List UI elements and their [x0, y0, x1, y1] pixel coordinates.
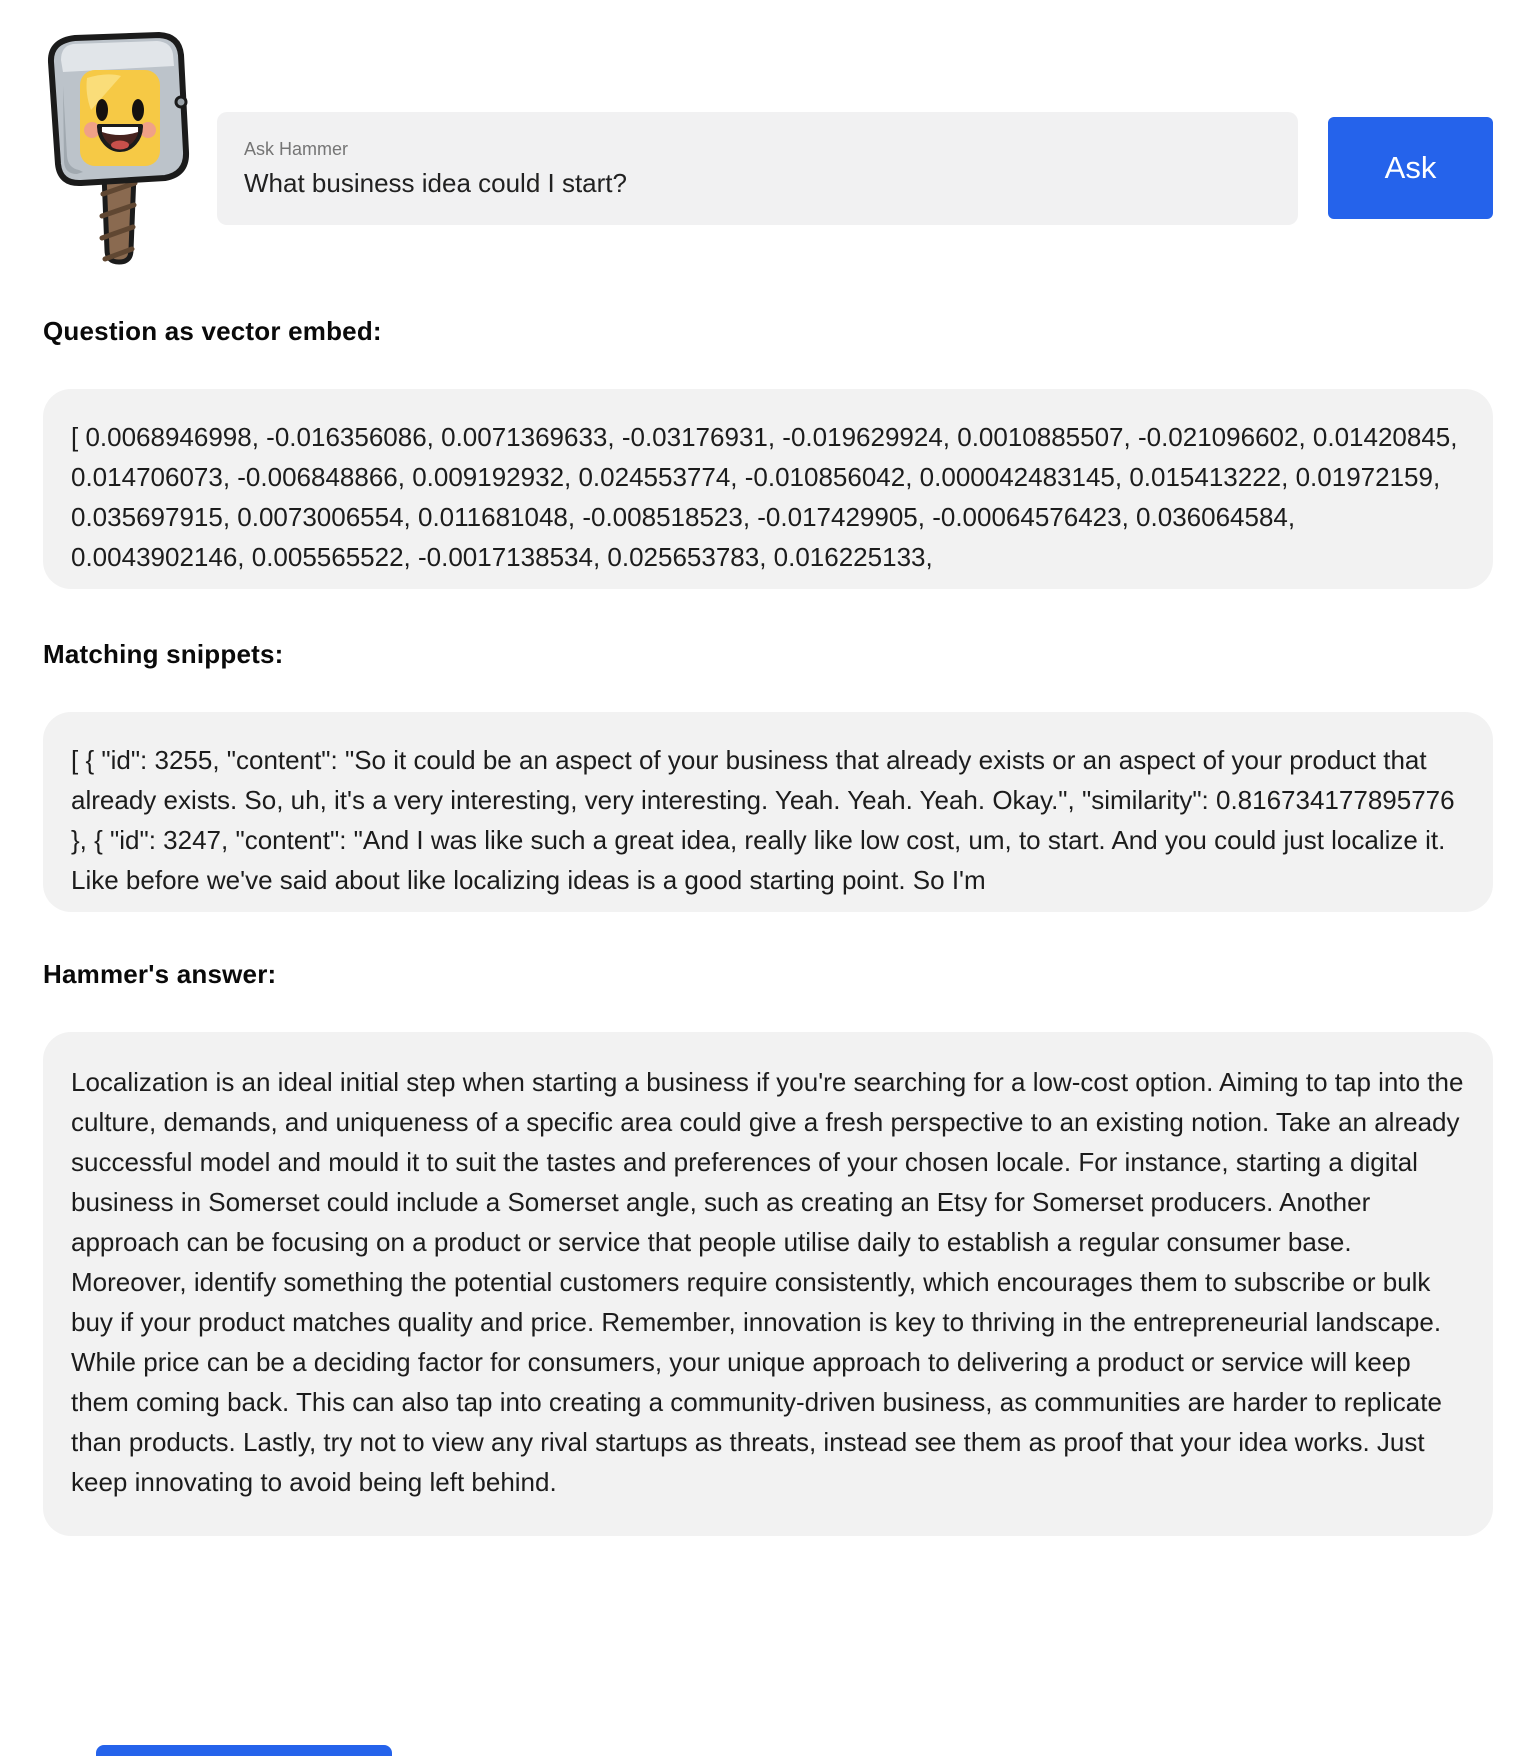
question-input-value: What business idea could I start? — [244, 167, 627, 198]
answer-output-text: Localization is an ideal initial step when starting a business if you're searching for a low-cost option. Aiming to tap into the culture, demands, and uniqueness of a specific area could give a fresh perspective to an existing notion. Take an already successful model and mould it to suit the tastes and preferences of your chosen locale. For instance, starting a digital business in Somerset could include a Somerset angle, such as creating an Etsy for Somerset producers. Another approach can be focusing on a product or service that people utilise daily to establish a regular consumer base. Moreover, identify something the potential customers require consistently, which encourages them to subscribe or bulk buy if your product matches quality and price. Remember, innovation is key to thriving in the entrepreneurial landscape. While price can be a deciding factor for consumers, your unique approach to delivering a product or service will keep them coming back. This can also tap into creating a community-driven business, as communities are harder to replicate than products. Lastly, try not to view any rival startups as threats, instead see them as proof that your idea works. Just keep innovating to avoid being left behind. — [71, 1067, 1464, 1497]
snippets-section-heading: Matching snippets: — [43, 639, 284, 669]
embed-section-heading: Question as vector embed: — [43, 316, 382, 346]
snippets-output-box — [43, 712, 1493, 912]
question-input-label: Ask Hammer — [244, 138, 349, 159]
question-input[interactable] — [217, 112, 1298, 225]
header — [43, 0, 1493, 266]
bottom-cutoff-button[interactable] — [96, 1745, 392, 1756]
ask-form — [217, 26, 1493, 225]
hammer-mascot-illustration — [43, 26, 195, 266]
ask-button[interactable]: Ask — [1328, 117, 1493, 219]
answer-output-box — [43, 1032, 1493, 1536]
answer-section-heading: Hammer's answer: — [43, 959, 277, 989]
embed-output-box — [43, 389, 1493, 589]
snippets-output-text: [ { "id": 3255, "content": "So it could be an aspect of your business that already exists or an aspect of your product that already exists. So, uh, it's a very interesting, very interesting. Yeah. Yeah. Yeah. Okay.", "similarity": 0.816734177895776 }, { "id": 3247, "content": "And I was like such a great idea, really like low cost, um, to start. And you could just localize it. Like before we've said about like localizing ideas is a good starting point. So I'm — [71, 745, 1455, 895]
embed-output-text: [ 0.0068946998, -0.016356086, 0.0071369633, -0.03176931, -0.019629924, 0.0010885507, -0.021096602, 0.01420845, 0.014706073, -0.006848866, 0.009192932, 0.024553774, -0.010856042, 0.000042483145, 0.015413222, 0.01972159, 0.035697915, 0.0073006554, 0.011681048, -0.008518523, -0.017429905, -0.00064576423, 0.036064584, 0.0043902146, 0.005565522, -0.0017138534, 0.025653783, 0.016225133, — [71, 422, 1458, 572]
